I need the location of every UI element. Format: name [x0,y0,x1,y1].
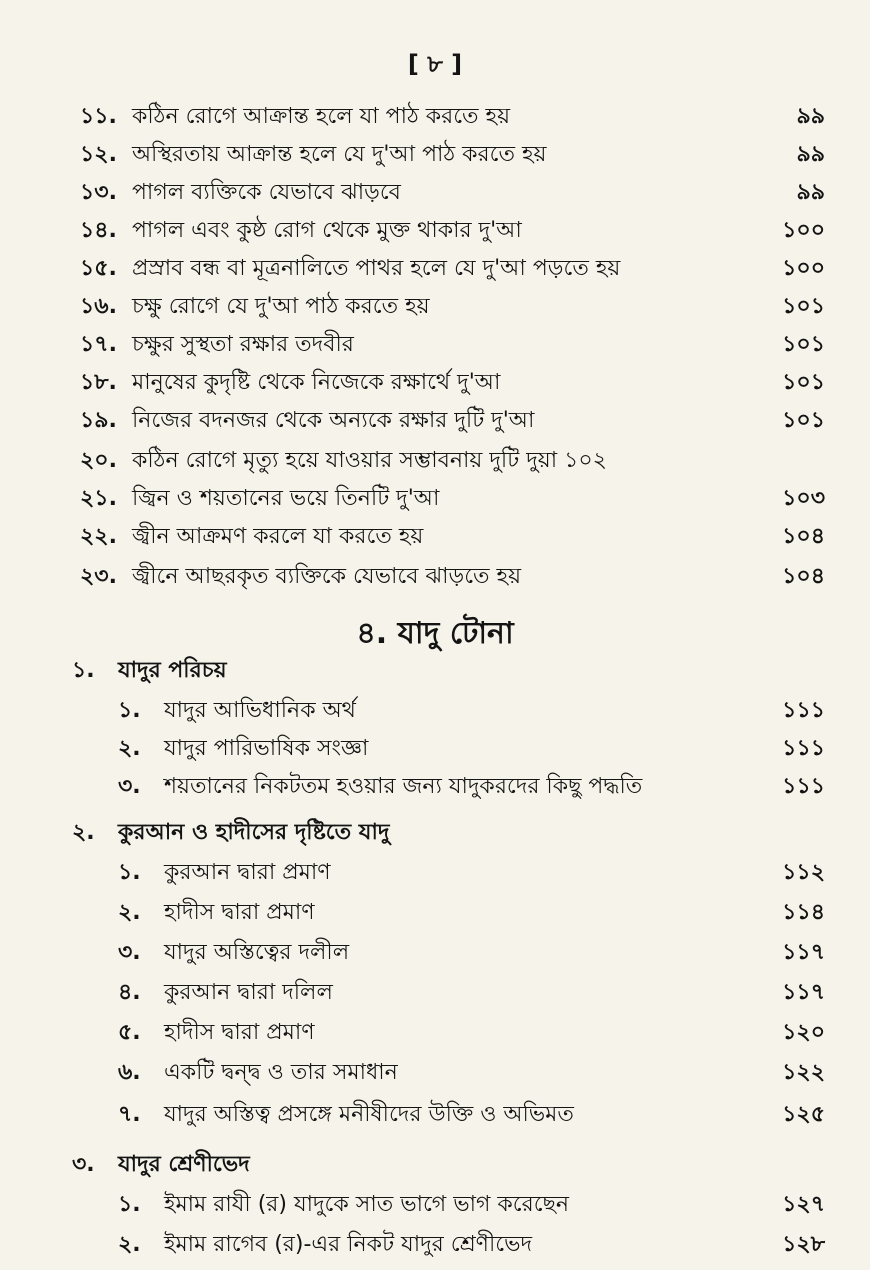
list-item: ৬. একটি দ্বন্দ্ব ও তার সমাধান ১২২ [118,1060,825,1085]
list-item: ২০. কঠিন রোগে মৃত্যু হয়ে যাওয়ার সম্ভাবনায় দুটি দুয়া ১০২ [80,448,607,473]
list-item: ১৪. পাগল এবং কুষ্ঠ রোগ থেকে মুক্ত থাকার দু'আ ১০০ [80,218,825,243]
list-item: ২২. জ্বীন আক্রমণ করলে যা করতে হয় ১০৪ [80,524,825,549]
list-item: ১৬. চক্ষু রোগে যে দু'আ পাঠ করতে হয় ১০১ [80,294,825,319]
list-item: ১৫. প্রস্রাব বন্ধ বা মূত্রনালিতে পাথর হলে যে দু'আ পড়তে হয় ১০০ [80,256,825,281]
list-item: ৭. যাদুর অস্তিত্ব প্রসঙ্গে মনীষীদের উক্তি ও অভিমত ১২৫ [118,1102,825,1127]
list-item: ১২. অস্থিরতায় আক্রান্ত হলে যে দু'আ পাঠ করতে হয় ৯৯ [80,142,825,167]
chapter-title: ৪. যাদু টোনা [356,616,514,651]
list-item: ২. যাদুর পারিভাষিক সংজ্ঞা ১১১ [118,736,825,761]
list-item: ১. ইমাম রাযী (র) যাদুকে সাত ভাগে ভাগ করেছেন ১২৭ [118,1192,825,1217]
list-item: ১১. কঠিন রোগে আক্রান্ত হলে যা পাঠ করতে হয় ৯৯ [80,104,825,129]
section-heading: ২. কুরআন ও হাদীসের দৃষ্টিতে যাদু [72,820,390,845]
list-item: ৫. হাদীস দ্বারা প্রমাণ ১২০ [118,1020,825,1045]
list-item: ১৯. নিজের বদনজর থেকে অন্যকে রক্ষার দুটি দু'আ ১০১ [80,408,825,433]
list-item: ১৮. মানুষের কুদৃষ্টি থেকে নিজেকে রক্ষার্থে দু'আ ১০১ [80,370,825,395]
list-item: ৩. যাদুর অস্তিত্বের দলীল ১১৭ [118,940,825,965]
list-item: ১৩. পাগল ব্যক্তিকে যেভাবে ঝাড়বে ৯৯ [80,180,825,205]
list-item: ৪. কুরআন দ্বারা দলিল ১১৭ [118,980,825,1005]
section-heading: ১. যাদুর পরিচয় [72,658,227,683]
list-item: ২১. জ্বিন ও শয়তানের ভয়ে তিনটি দু'আ ১০৩ [80,486,825,511]
list-item: ২. ইমাম রাগেব (র)-এর নিকট যাদুর শ্রেণীভেদ ১২৮ [118,1232,825,1257]
list-item: ১. কুরআন দ্বারা প্রমাণ ১১২ [118,860,825,885]
page-number: [ ৮ ] [407,50,463,78]
list-item: ২. হাদীস দ্বারা প্রমাণ ১১৪ [118,900,825,925]
list-item: ১৭. চক্ষুর সুস্থতা রক্ষার তদবীর ১০১ [80,332,825,357]
list-item: ৩. শয়তানের নিকটতম হওয়ার জন্য যাদুকরদের কিছু পদ্ধতি ১১১ [118,774,825,799]
section-heading: ৩. যাদুর শ্রেণীভেদ [72,1152,250,1177]
list-item: ১. যাদুর আভিধানিক অর্থ ১১১ [118,698,825,723]
list-item: ২৩. জ্বীনে আছরকৃত ব্যক্তিকে যেভাবে ঝাড়তে হয় ১০৪ [80,564,825,589]
